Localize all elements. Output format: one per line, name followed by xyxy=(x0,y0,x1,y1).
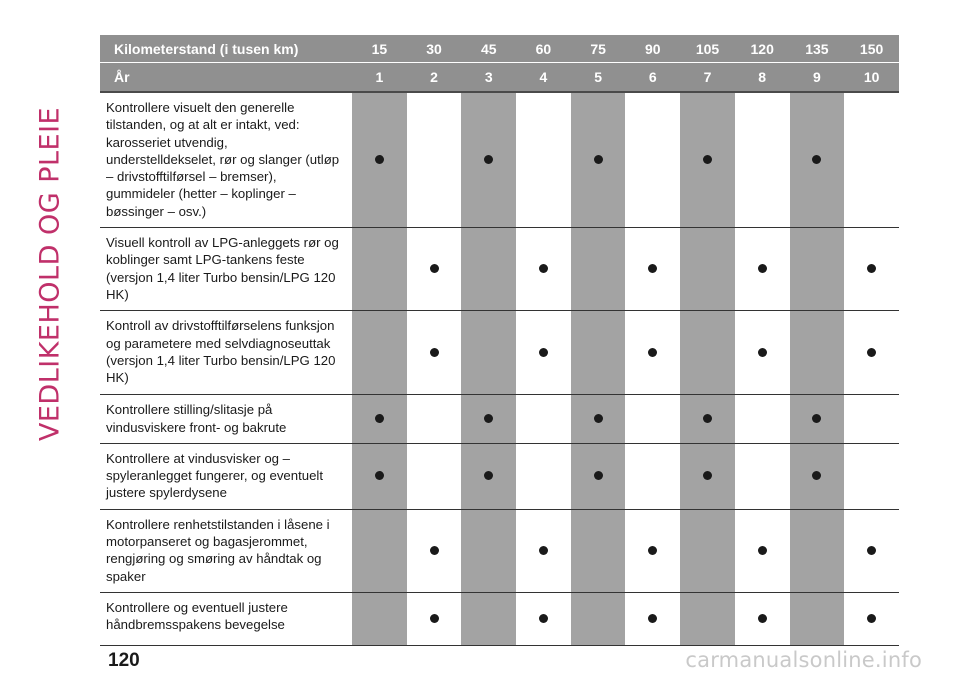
maintenance-schedule-table xyxy=(100,35,899,646)
interval-cell xyxy=(844,509,899,592)
filled-dot-icon xyxy=(484,155,493,164)
interval-cell xyxy=(790,443,845,509)
interval-cell xyxy=(407,395,462,444)
task-description: Visuell kontroll av LPG-anleggets rør og koblinger samt LPG-tankens feste (versjon 1,4 liter Turbo bensin/LPG 120 HK) xyxy=(100,228,352,311)
interval-cell xyxy=(516,228,571,311)
interval-cell xyxy=(790,592,845,645)
interval-cell xyxy=(680,92,735,228)
interval-cell xyxy=(407,443,462,509)
km-header-cell: 150 xyxy=(844,35,899,63)
interval-cell xyxy=(516,395,571,444)
table-row xyxy=(100,509,899,592)
interval-cell xyxy=(352,92,407,228)
interval-cell xyxy=(461,395,516,444)
interval-cell xyxy=(625,509,680,592)
task-description: Kontrollere visuelt den generelle tilstanden, og at alt er intakt, ved: karosseriet utvendig, understelldekselet, rør og slanger (utløp – drivstofftilførsel – bremser), gummideler (hetter – koplinger – bøssinger – osv.) xyxy=(100,92,352,228)
interval-cell xyxy=(461,228,516,311)
filled-dot-icon xyxy=(484,414,493,423)
km-header-cell: 45 xyxy=(461,35,516,63)
interval-cell xyxy=(735,509,790,592)
km-header-cell: 30 xyxy=(407,35,462,63)
filled-dot-icon xyxy=(539,546,548,555)
interval-cell xyxy=(680,395,735,444)
km-header-cell: 135 xyxy=(790,35,845,63)
interval-cell xyxy=(516,443,571,509)
interval-cell xyxy=(735,592,790,645)
task-description: Kontrollere renhetstilstanden i låsene i motorpanseret og bagasjerommet, rengjøring og smøring av håndtak og spaker xyxy=(100,509,352,592)
interval-cell xyxy=(407,509,462,592)
task-description: Kontrollere at vindusvisker og –spyleranlegget fungerer, og eventuelt justere spylerdysene xyxy=(100,443,352,509)
km-header-cell: 15 xyxy=(352,35,407,63)
task-description: Kontroll av drivstofftilførselens funksjon og parametere med selvdiagnoseuttak (versjon 1,4 liter Turbo bensin/LPG 120 HK) xyxy=(100,311,352,395)
interval-cell xyxy=(461,92,516,228)
interval-cell xyxy=(680,443,735,509)
interval-cell xyxy=(352,592,407,645)
year-header-cell: 6 xyxy=(625,63,680,93)
interval-cell xyxy=(735,395,790,444)
interval-cell xyxy=(571,509,626,592)
year-header-cell: 2 xyxy=(407,63,462,93)
interval-cell xyxy=(461,592,516,645)
filled-dot-icon xyxy=(648,546,657,555)
filled-dot-icon xyxy=(648,348,657,357)
year-header-cell: 3 xyxy=(461,63,516,93)
task-description: Kontrollere og eventuell justere håndbremsspakens bevegelse xyxy=(100,592,352,645)
year-header-row xyxy=(100,63,899,93)
interval-cell xyxy=(571,592,626,645)
table-row xyxy=(100,443,899,509)
interval-cell xyxy=(625,228,680,311)
filled-dot-icon xyxy=(594,471,603,480)
km-header-cell: 75 xyxy=(571,35,626,63)
interval-cell xyxy=(790,395,845,444)
interval-cell xyxy=(790,228,845,311)
interval-cell xyxy=(625,395,680,444)
filled-dot-icon xyxy=(375,414,384,423)
interval-cell xyxy=(680,311,735,395)
interval-cell xyxy=(407,92,462,228)
interval-cell xyxy=(571,311,626,395)
year-header-cell: 5 xyxy=(571,63,626,93)
interval-cell xyxy=(516,509,571,592)
section-side-label-text: VEDLIKEHOLD OG PLEIE xyxy=(34,106,66,442)
interval-cell xyxy=(571,443,626,509)
watermark-text: carmanualsonline.info xyxy=(685,648,922,672)
interval-cell xyxy=(516,311,571,395)
interval-cell xyxy=(844,311,899,395)
filled-dot-icon xyxy=(430,348,439,357)
interval-cell xyxy=(625,592,680,645)
year-header-cell: 4 xyxy=(516,63,571,93)
interval-cell xyxy=(790,509,845,592)
interval-cell xyxy=(844,228,899,311)
year-header-cell: 7 xyxy=(680,63,735,93)
interval-cell xyxy=(680,228,735,311)
schedule-body xyxy=(100,92,899,645)
interval-cell xyxy=(735,92,790,228)
km-header-cell: 105 xyxy=(680,35,735,63)
interval-cell xyxy=(571,92,626,228)
interval-cell xyxy=(844,92,899,228)
filled-dot-icon xyxy=(758,614,767,623)
filled-dot-icon xyxy=(812,471,821,480)
interval-cell xyxy=(461,311,516,395)
interval-cell xyxy=(352,311,407,395)
interval-cell xyxy=(625,311,680,395)
filled-dot-icon xyxy=(812,414,821,423)
interval-cell xyxy=(844,443,899,509)
interval-cell xyxy=(407,311,462,395)
interval-cell xyxy=(461,509,516,592)
filled-dot-icon xyxy=(375,155,384,164)
interval-cell xyxy=(735,311,790,395)
interval-cell xyxy=(625,443,680,509)
interval-cell xyxy=(407,228,462,311)
year-header-label: År xyxy=(100,63,352,93)
interval-cell xyxy=(516,92,571,228)
task-description: Kontrollere stilling/slitasje på vindusviskere front- og bakrute xyxy=(100,395,352,444)
filled-dot-icon xyxy=(758,348,767,357)
interval-cell xyxy=(680,592,735,645)
year-header-cell: 1 xyxy=(352,63,407,93)
page-number: 120 xyxy=(108,650,140,671)
interval-cell xyxy=(735,443,790,509)
filled-dot-icon xyxy=(867,614,876,623)
filled-dot-icon xyxy=(758,546,767,555)
year-header-cell: 9 xyxy=(790,63,845,93)
interval-cell xyxy=(352,228,407,311)
year-header-cell: 8 xyxy=(735,63,790,93)
filled-dot-icon xyxy=(594,414,603,423)
filled-dot-icon xyxy=(867,348,876,357)
interval-cell xyxy=(352,395,407,444)
interval-cell xyxy=(735,228,790,311)
filled-dot-icon xyxy=(430,614,439,623)
interval-cell xyxy=(516,592,571,645)
filled-dot-icon xyxy=(539,348,548,357)
km-header-row xyxy=(100,35,899,63)
interval-cell xyxy=(461,443,516,509)
table-row xyxy=(100,311,899,395)
km-header-cell: 90 xyxy=(625,35,680,63)
interval-cell xyxy=(352,443,407,509)
interval-cell xyxy=(571,395,626,444)
filled-dot-icon xyxy=(375,471,384,480)
filled-dot-icon xyxy=(539,264,548,273)
table-row xyxy=(100,228,899,311)
filled-dot-icon xyxy=(703,414,712,423)
filled-dot-icon xyxy=(539,614,548,623)
filled-dot-icon xyxy=(430,264,439,273)
interval-cell xyxy=(625,92,680,228)
filled-dot-icon xyxy=(867,264,876,273)
km-header-cell: 60 xyxy=(516,35,571,63)
interval-cell xyxy=(844,592,899,645)
km-header-label: Kilometerstand (i tusen km) xyxy=(100,35,352,63)
interval-cell xyxy=(790,92,845,228)
year-header-cell: 10 xyxy=(844,63,899,93)
interval-cell xyxy=(790,311,845,395)
interval-cell xyxy=(680,509,735,592)
filled-dot-icon xyxy=(703,471,712,480)
filled-dot-icon xyxy=(430,546,439,555)
table-row xyxy=(100,395,899,444)
filled-dot-icon xyxy=(648,614,657,623)
table-row xyxy=(100,592,899,645)
table-row xyxy=(100,92,899,228)
interval-cell xyxy=(407,592,462,645)
interval-cell xyxy=(844,395,899,444)
filled-dot-icon xyxy=(867,546,876,555)
filled-dot-icon xyxy=(812,155,821,164)
filled-dot-icon xyxy=(484,471,493,480)
interval-cell xyxy=(571,228,626,311)
filled-dot-icon xyxy=(758,264,767,273)
filled-dot-icon xyxy=(594,155,603,164)
filled-dot-icon xyxy=(703,155,712,164)
km-header-cell: 120 xyxy=(735,35,790,63)
filled-dot-icon xyxy=(648,264,657,273)
interval-cell xyxy=(352,509,407,592)
